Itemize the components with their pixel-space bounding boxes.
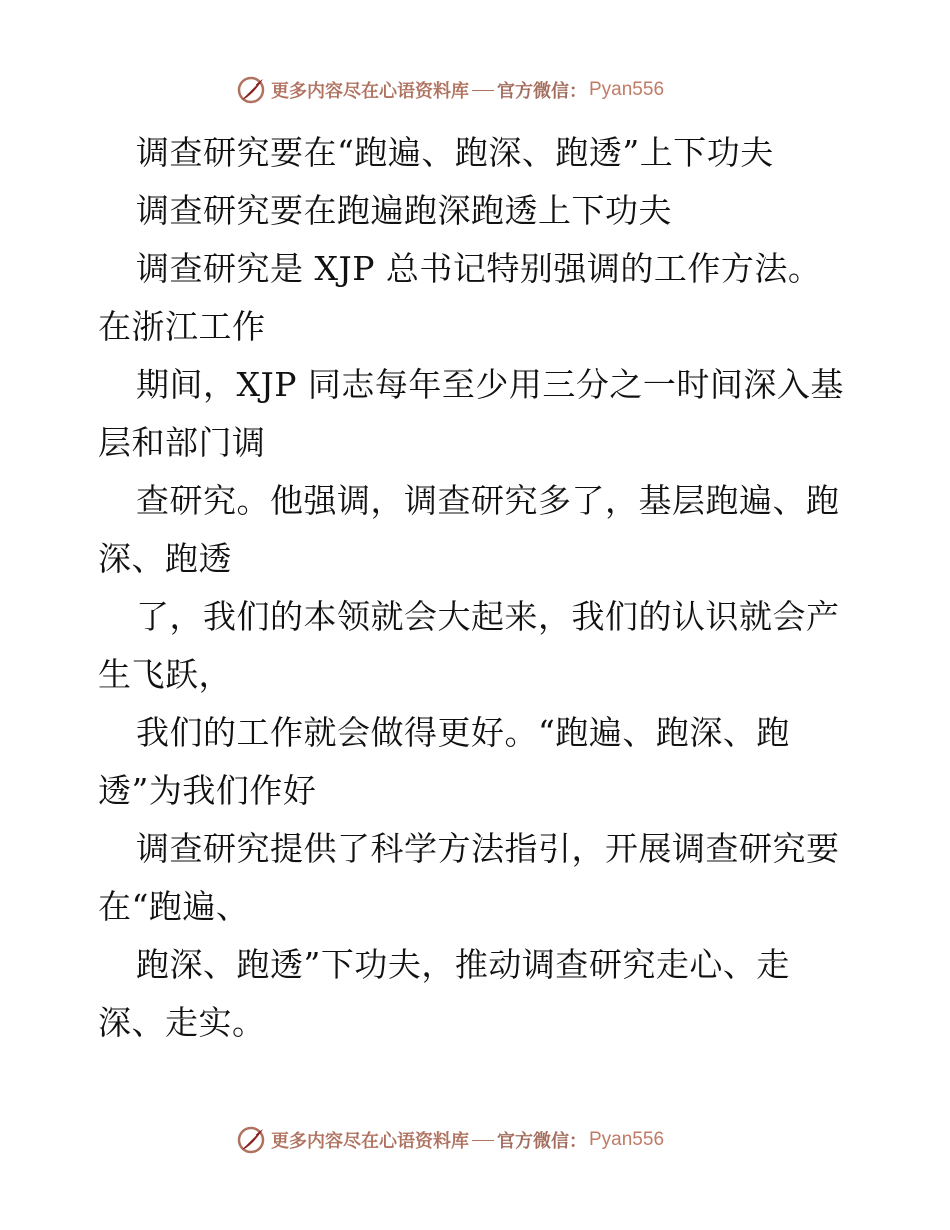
watermark-wechat-id: Pyan556 <box>589 79 665 100</box>
watermark-dash <box>472 1140 494 1141</box>
text-line: 了，我们的本领就会大起来，我们的认识就会产 <box>136 597 840 636</box>
text-line: 深、走实。 <box>98 1003 266 1042</box>
text-line: 我们的工作就会做得更好。“跑遍、跑深、跑 <box>136 713 790 752</box>
watermark-text: 更多内容尽在心语资料库 <box>271 81 469 102</box>
text-line: 在浙江工作 <box>98 307 266 346</box>
text-line: 期间，XJP 同志每年至少用三分之一时间深入基 <box>136 365 844 404</box>
text-line: 调查研究是 XJP 总书记特别强调的工作方法。 <box>136 249 822 288</box>
text-line: 在“跑遍、 <box>98 887 250 926</box>
text-line: 生飞跃， <box>98 655 232 694</box>
watermark-label: 官方微信： <box>497 81 587 102</box>
header-watermark <box>236 73 716 107</box>
text-line: 层和部门调 <box>98 423 266 462</box>
text-line: 调查研究要在“跑遍、跑深、跑透”上下功夫 <box>136 133 774 172</box>
text-line: 查研究。他强调，调查研究多了，基层跑遍、跑 <box>136 481 840 520</box>
watermark-text: 更多内容尽在心语资料库 <box>271 1131 469 1152</box>
watermark-label: 官方微信： <box>497 1131 587 1152</box>
document-body <box>98 124 858 1052</box>
text-line: 调查研究提供了科学方法指引，开展调查研究要 <box>136 829 840 868</box>
text-line: 深、跑透 <box>98 539 232 578</box>
feather-pen-logo-icon <box>236 75 266 105</box>
watermark-dash <box>472 90 494 91</box>
watermark-wechat-id: Pyan556 <box>589 1129 665 1150</box>
feather-pen-logo-icon <box>236 1125 266 1155</box>
text-line: 跑深、跑透”下功夫，推动调查研究走心、走 <box>136 945 790 984</box>
text-line: 调查研究要在跑遍跑深跑透上下功夫 <box>136 191 672 230</box>
text-line: 透”为我们作好 <box>98 771 317 810</box>
footer-watermark <box>236 1123 716 1157</box>
